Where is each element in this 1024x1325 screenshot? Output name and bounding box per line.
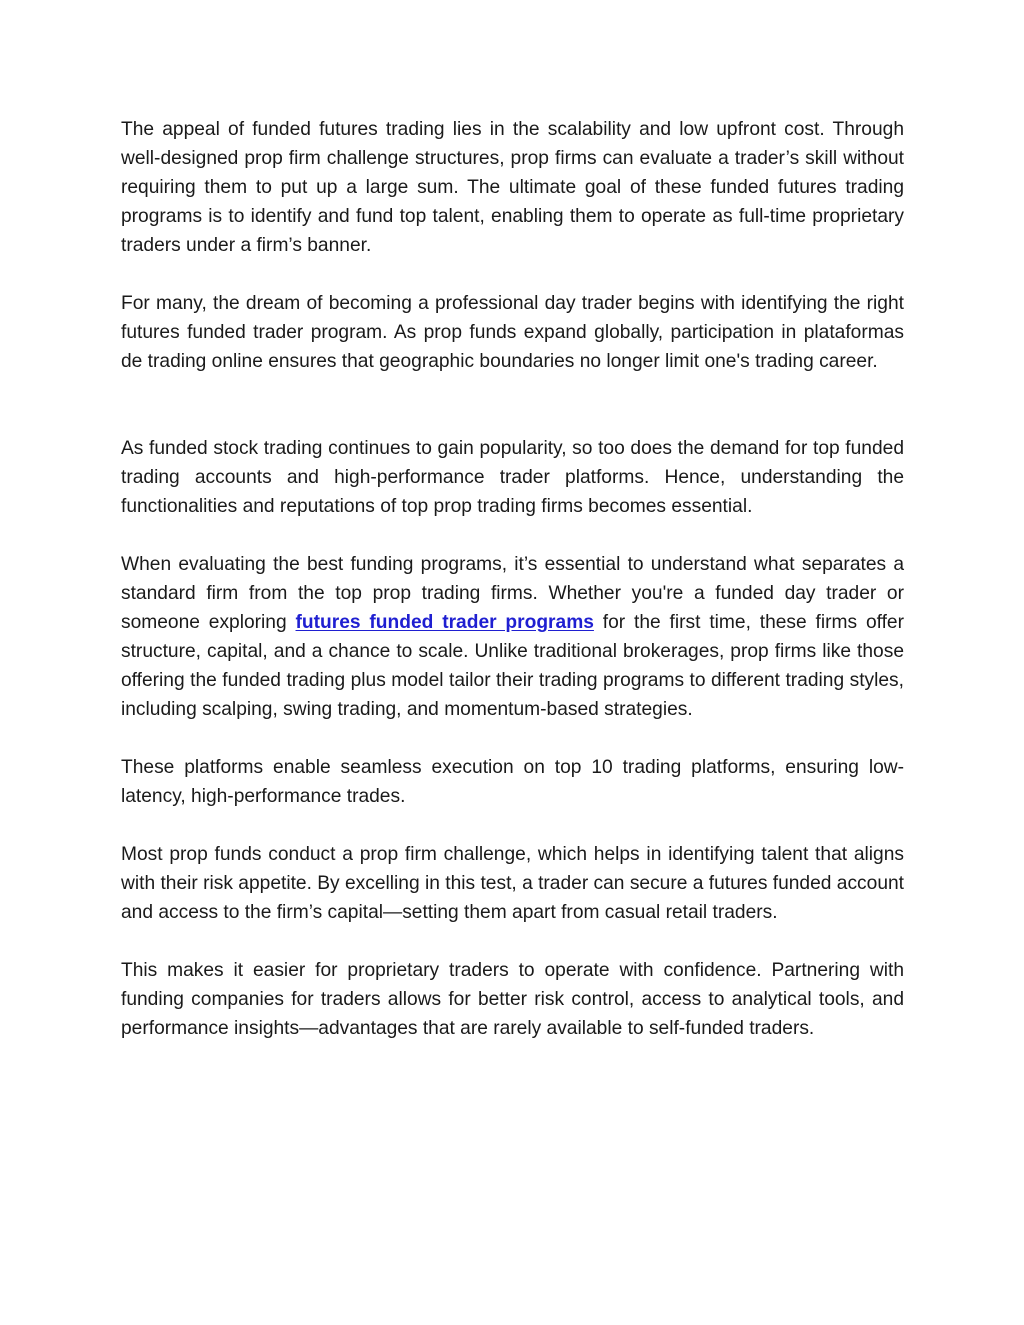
paragraph-proprietary-traders-confidence: This makes it easier for proprietary traders to operate with confidence. Partnering with funding companies for traders allows for better risk control, access to analytical tools, and performance insights—advantages that are rarely available to self-funded traders.: [121, 960, 904, 1039]
paragraph-funded-stock-trading: As funded stock trading continues to gain popularity, so too does the demand for top funded trading accounts and high-performance trader platforms. Hence, understanding the functionalities and reputations of top prop trading firms becomes essential.: [121, 438, 904, 517]
paragraph-professional-day-trader: For many, the dream of becoming a professional day trader begins with identifying the right futures funded trader program. As prop funds expand globally, participation in plataformas de trading online ensures that geographic boundaries no longer limit one's trading career.: [121, 293, 904, 372]
paragraph-platforms-execution: These platforms enable seamless execution on top 10 trading platforms, ensuring low-latency, high-performance trades.: [121, 757, 904, 807]
paragraph-text-after-link: for the first time, these firms offer structure, capital, and a chance to scale. Unlike traditional brokerages, prop firms like those offering the funded trading plus model tailor their trading programs to different trading styles, including scalping, swing trading, and momentum-based strategies.: [121, 612, 904, 720]
document-body: [121, 115, 904, 1043]
paragraph-text-before-link: When evaluating the best funding programs, it’s essential to understand what separates a standard firm from the top prop trading firms. Whether you're a funded day trader or someone exploring: [121, 554, 904, 633]
paragraph-evaluating-funding-programs: [121, 550, 904, 724]
paragraph-prop-firm-challenge: Most prop funds conduct a prop firm challenge, which helps in identifying talent that aligns with their risk appetite. By excelling in this test, a trader can secure a futures funded account and access to the firm’s capital—setting them apart from casual retail traders.: [121, 844, 904, 923]
paragraph-funded-futures-appeal: The appeal of funded futures trading lies in the scalability and low upfront cost. Through well-designed prop firm challenge structures, prop firms can evaluate a trader’s skill without requiring them to put up a large sum. The ultimate goal of these funded futures trading programs is to identify and fund top talent, enabling them to operate as full-time proprietary traders under a firm’s banner.: [121, 119, 904, 256]
futures-funded-trader-programs-link[interactable]: futures funded trader programs: [295, 612, 594, 633]
